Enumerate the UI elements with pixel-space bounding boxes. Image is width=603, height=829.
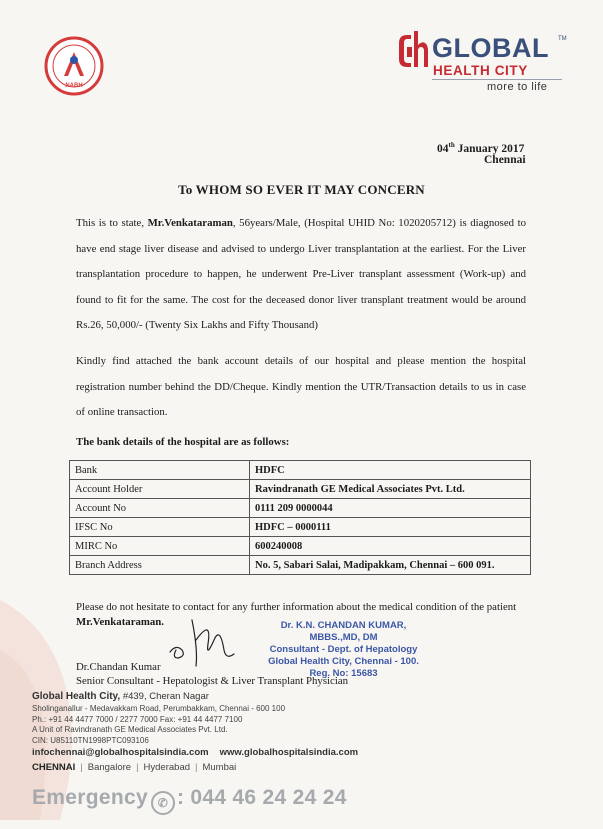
bank-field-label: Account No — [70, 499, 250, 518]
footer-city-2: Hyderabad — [143, 762, 191, 773]
stamp-line-1: Dr. K.N. CHANDAN KUMAR, MBBS.,MD, DM — [280, 620, 407, 643]
table-row — [70, 499, 531, 518]
p3-text: Please do not hesitate to contact for any further information about the medical condition of the patient — [76, 601, 517, 613]
brand-name: GLOBAL — [432, 33, 549, 63]
bank-field-value: HDFC – 0000111 — [250, 518, 531, 537]
table-row — [70, 480, 531, 499]
signature-graphic — [162, 610, 242, 670]
brand-trademark: TM — [558, 36, 567, 42]
nabh-seal-icon — [44, 36, 104, 96]
bank-field-value: Ravindranath GE Medical Associates Pvt. Ltd. — [250, 480, 531, 499]
p1-intro: This is to state, — [76, 217, 148, 229]
footer-city-1: Bangalore — [87, 762, 132, 773]
bank-field-value: 0111 209 0000044 — [250, 499, 531, 518]
date-suffix: th — [448, 141, 455, 149]
footer-city-3: Mumbai — [202, 762, 237, 773]
brand-divider — [432, 79, 562, 80]
table-row — [70, 518, 531, 537]
footer-unit: A Unit of Ravindranath GE Medical Associates Pvt. Ltd. — [32, 725, 228, 734]
footer-org — [32, 691, 209, 702]
table-row — [70, 537, 531, 556]
bank-field-value: No. 5, Sabari Salai, Madipakkam, Chennai – 600 091. — [250, 556, 531, 575]
paragraph-diagnosis — [76, 211, 526, 339]
date-day: 04 — [437, 142, 449, 155]
patient-name: Mr.Venkataraman — [147, 217, 233, 229]
footer-phone: Ph.: +91 44 4477 7000 / 2277 7000 Fax: +91 44 4477 7100 — [32, 714, 243, 724]
brand-tagline: more to life — [487, 81, 548, 93]
global-logo-icon — [397, 29, 429, 75]
bank-field-label: MIRC No — [70, 537, 250, 556]
bank-field-value: 600240008 — [250, 537, 531, 556]
p1-body: , 56years/Male, (Hospital UHID No: 1020205712) is diagnosed to have end stage liver disease and advised to undergo Liver transplantation at the earliest. For the Liver transplantation procedure to happen, he underwent Pre-Liver transplant assessment (Work-up) and found to fit for the same. The cost for the deceased donor liver transplant treatment would be around Rs.26, 50,000/- (Twenty Six Lakhs and Fifty Thousand) — [76, 217, 527, 331]
table-row — [70, 556, 531, 575]
bank-field-value: HDFC — [250, 461, 531, 480]
watermark-graphic — [0, 560, 150, 820]
signer-title: Senior Consultant - Hepatologist & Liver Transplant Physician — [76, 675, 349, 687]
letter-date — [437, 141, 524, 155]
nabh-seal-label: NABH — [65, 83, 83, 89]
date-month-year: January 2017 — [457, 142, 525, 155]
table-row — [70, 461, 531, 480]
footer-cin: CIN: U85110TN1998PTC093106 — [32, 735, 149, 745]
stamp-line-3: Global Health City, Chennai - 100. — [268, 656, 419, 667]
footer-links — [32, 747, 358, 758]
phone-icon: ✆ — [151, 791, 175, 815]
signer-name: Dr.Chandan Kumar — [76, 661, 161, 673]
footer-address — [32, 704, 285, 746]
letter-subject: To WHOM SO EVER IT MAY CONCERN — [178, 182, 425, 197]
bank-field-label: Bank — [70, 461, 250, 480]
p3-patient-name: Mr.Venkataraman. — [76, 616, 164, 628]
footer-addr-line1: #439, Cheran Nagar — [122, 691, 209, 702]
bank-field-label: Account Holder — [70, 480, 250, 499]
stamp-line-2: Consultant - Dept. of Hepatology — [269, 644, 418, 655]
letter-city: Chennai — [484, 154, 526, 166]
emergency-label: Emergency — [32, 786, 148, 809]
bank-field-label: IFSC No — [70, 518, 250, 537]
doctor-stamp — [256, 620, 431, 680]
paragraph-bank-instructions: Kindly find attached the bank account details of our hospital and please mention the hospital registration number behind the DD/Cheque. Kindly mention the UTR/Transaction details to us in case of online transaction. — [76, 355, 526, 418]
footer-org-name: Global Health City, — [32, 691, 121, 702]
footer-city-0: CHENNAI — [32, 762, 76, 773]
bank-field-label: Branch Address — [70, 556, 250, 575]
footer-email-link[interactable]: infochennai@globalhospitalsindia.com — [32, 747, 209, 758]
brand-subtitle: HEALTH CITY — [433, 63, 528, 78]
footer-website-link[interactable]: www.globalhospitalsindia.com — [219, 747, 359, 758]
stamp-line-4: Reg. No: 15683 — [309, 668, 378, 679]
footer-emergency — [32, 786, 347, 815]
emergency-number: : 044 46 24 24 24 — [176, 786, 347, 809]
bank-details-heading: The bank details of the hospital are as follows: — [76, 436, 290, 448]
footer-cities: CHENNAI | Bangalore | Hyderabad | Mumbai — [32, 762, 237, 773]
bank-details-table — [69, 460, 531, 575]
footer-addr-line2: Sholinganallur - Medavakkam Road, Perumbakkam, Chennai - 600 100 — [32, 704, 286, 713]
